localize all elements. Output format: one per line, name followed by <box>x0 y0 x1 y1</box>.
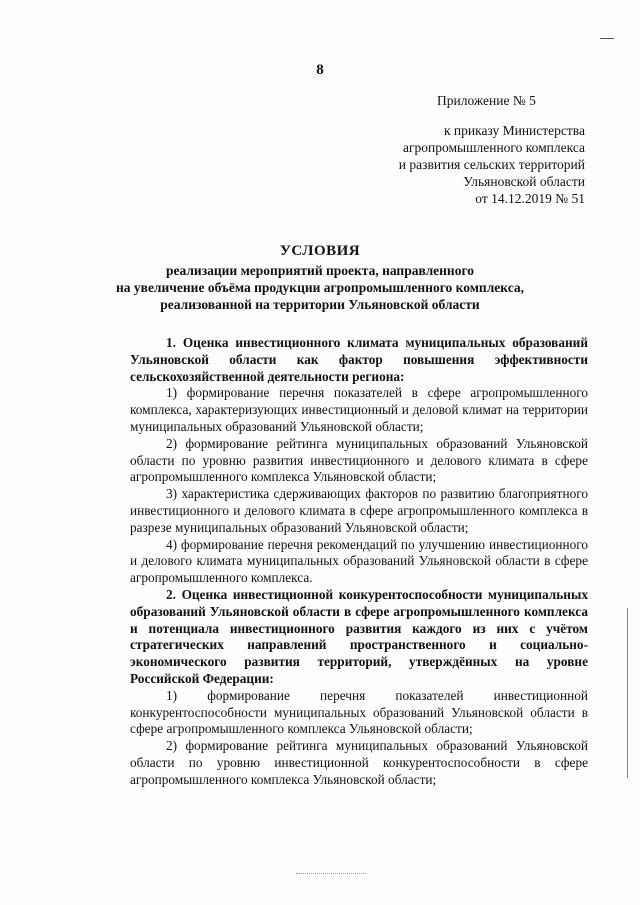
document-subtitle <box>0 262 640 313</box>
order-line: агропромышленного комплекса <box>403 140 585 155</box>
document-body <box>130 335 588 789</box>
order-line: к приказу Министерства <box>443 123 585 138</box>
list-item: 2) формирование рейтинга муниципальных образований Ульяновской области по уровню развития инвестиционного и делового климата в сфере агропромышленного комплекса Ульяновской области; <box>130 435 588 485</box>
list-item: 2) формирование рейтинга муниципальных образований Ульяновской области по уровню инвестиционной конкурентоспособности в сфере агропромышленного комплекса Ульяновской области; <box>130 738 588 787</box>
document-title: УСЛОВИЯ <box>279 243 361 259</box>
order-line: Ульяновской области <box>463 174 585 189</box>
list-item: 1) формирование перечня показателей инвестиционной конкурентоспособности муниципальных образований Ульяновской области в сфере агропромышленного комплекса Ульяновской области; <box>130 687 588 737</box>
subtitle-line: реализованной на территории Ульяновской области <box>160 297 480 312</box>
order-reference-block <box>340 122 585 207</box>
scan-artifact <box>296 873 366 875</box>
subtitle-line: на увеличение объёма продукции агропромышленного комплекса, <box>116 280 524 295</box>
appendix-label: Приложение № 5 <box>437 93 536 108</box>
scan-margin-mark <box>600 38 614 39</box>
order-line: от 14.12.2019 № 51 <box>475 191 585 206</box>
section-heading: 2. Оценка инвестиционной конкурентоспособности муниципальных образований Ульяновской области в сфере агропромышленного комплекса и потенциала инвестиционного развития каждого из них с учётом стратегических направлений пространственного и социально-экономического развития территорий, утверждённых на уровне Российской Федерации: <box>130 586 588 686</box>
page-number: 8 <box>316 62 324 78</box>
section-heading: 1. Оценка инвестиционного климата муниципальных образований Ульяновской области как фактор повышения эффективности сельскохозяйственной деятельности региона: <box>130 335 588 384</box>
list-item: 3) характеристика сдерживающих факторов по развитию благоприятного инвестиционного и делового климата в сфере агропромышленного комплекса в разрезе муниципальных образований Ульяновской области; <box>130 486 588 535</box>
subtitle-line: реализации мероприятий проекта, направленного <box>165 263 474 278</box>
order-line: и развития сельских территорий <box>398 157 585 172</box>
list-item: 4) формирование перечня рекомендаций по улучшению инвестиционного и делового климата муниципальных образований Ульяновской области в сфере агропромышленного комплекса. <box>130 536 588 586</box>
scan-edge-line <box>627 608 628 778</box>
list-item: 1) формирование перечня показателей в сфере агропромышленного комплекса, характеризующих инвестиционный и деловой климат на территории муниципальных образований Ульяновской области; <box>130 385 588 434</box>
